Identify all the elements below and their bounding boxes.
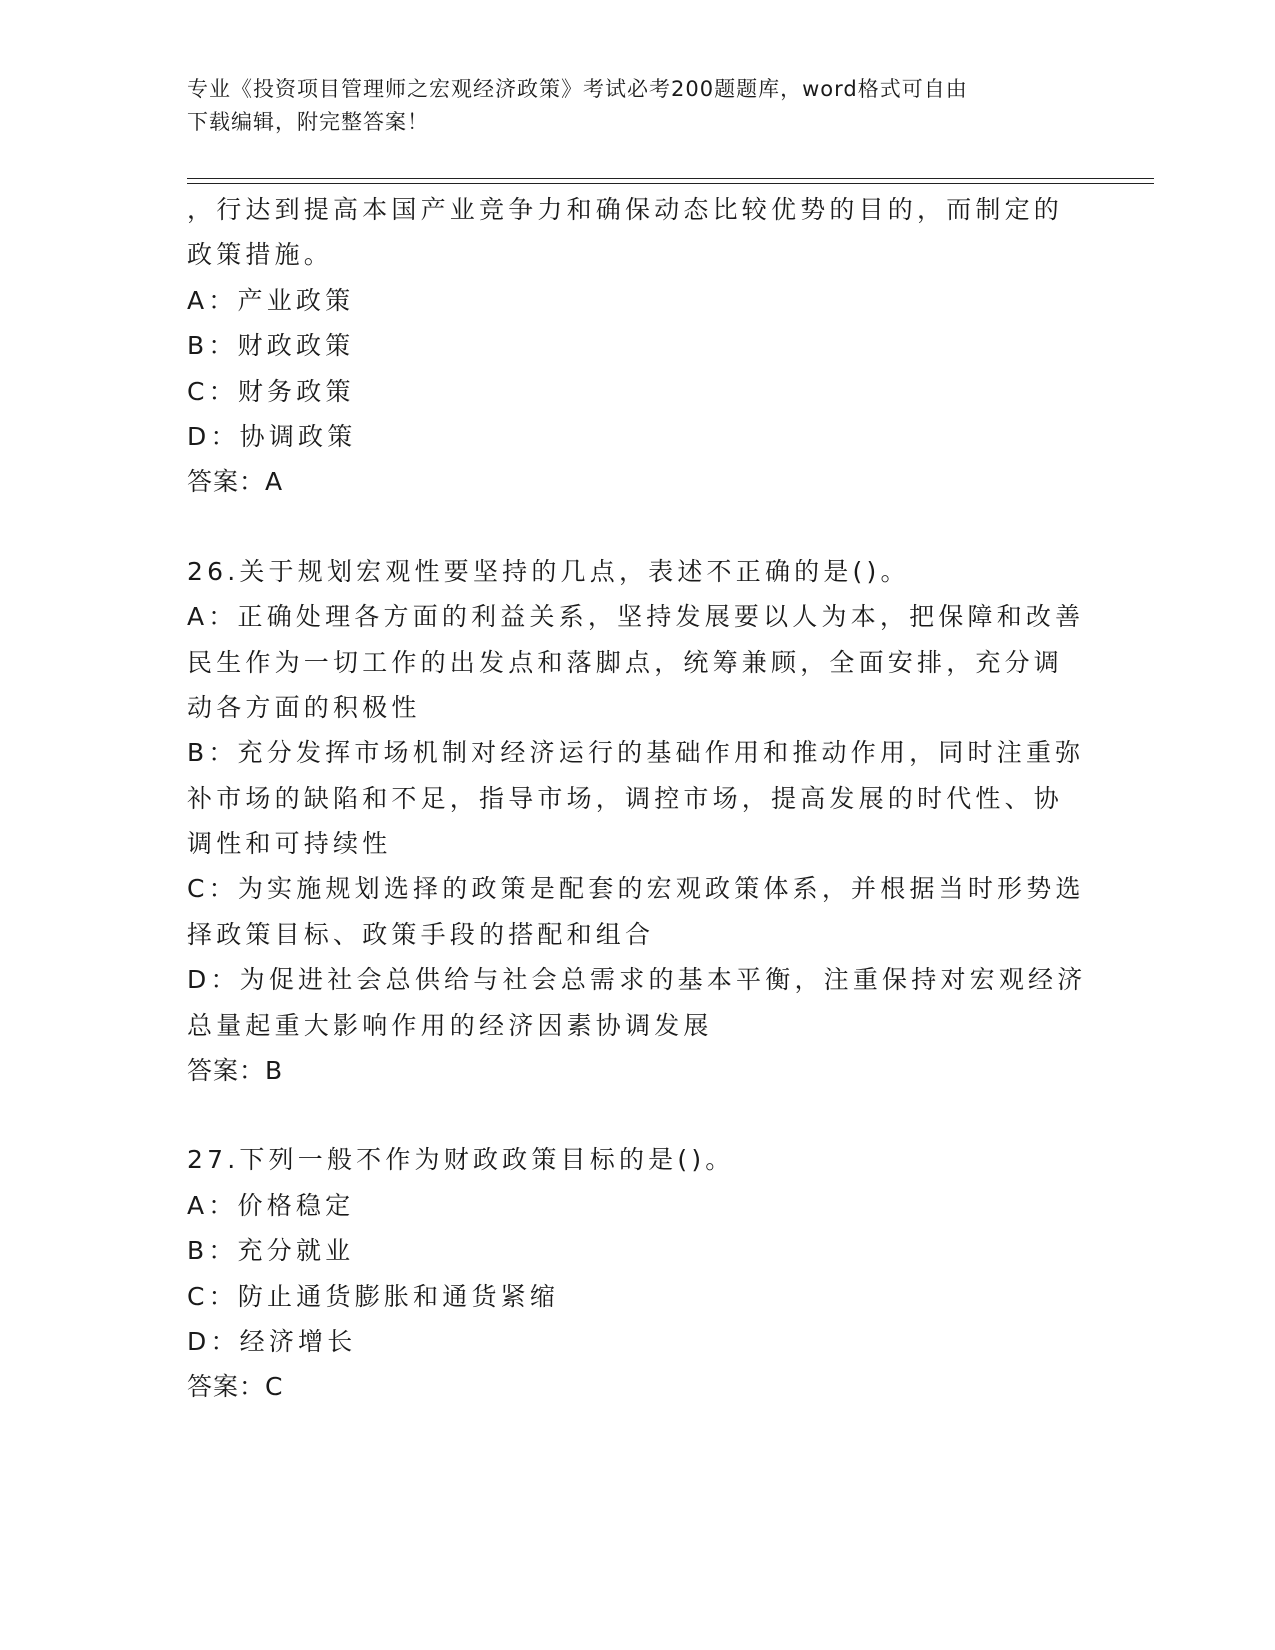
header-line-2: 下载编辑，附完整答案！ xyxy=(187,110,429,134)
option-a: A：价格稳定 xyxy=(187,1190,355,1220)
option-c: C：财务政策 xyxy=(187,376,355,406)
option-d: 总量起重大影响作用的经济因素协调发展 xyxy=(187,1010,713,1040)
answer: 答案：C xyxy=(187,1372,284,1402)
document-header xyxy=(187,73,1067,139)
header-line-1: 专业《投资项目管理师之宏观经济政策》考试必考200题题库，word格式可自由 xyxy=(187,77,968,101)
option-a: A：产业政策 xyxy=(187,285,355,315)
question-25 xyxy=(187,187,1087,505)
option-b: 调性和可持续性 xyxy=(187,829,392,859)
question-stem: 政策措施。 xyxy=(187,240,334,270)
answer: 答案：A xyxy=(187,467,284,497)
header-divider-top xyxy=(187,178,1154,179)
spacer xyxy=(187,1093,1087,1137)
option-a: 动各方面的积极性 xyxy=(187,692,421,722)
option-c: C：防止通货膨胀和通货紧缩 xyxy=(187,1281,560,1311)
question-27 xyxy=(187,1137,1087,1409)
option-b: 补市场的缺陷和不足，指导市场，调控市场，提高发展的时代性、协 xyxy=(187,783,1064,813)
answer: 答案：B xyxy=(187,1056,284,1086)
option-d: D：经济增长 xyxy=(187,1326,357,1356)
header-divider-bottom xyxy=(187,183,1154,184)
question-stem: 27.下列一般不作为财政政策目标的是()。 xyxy=(187,1145,735,1175)
question-stem: 26.关于规划宏观性要坚持的几点，表述不正确的是()。 xyxy=(187,556,910,586)
document-body xyxy=(187,187,1087,1410)
option-c: 择政策目标、政策手段的搭配和组合 xyxy=(187,919,655,949)
question-stem: ，行达到提高本国产业竞争力和确保动态比较优势的目的，而制定的 xyxy=(187,195,1064,224)
spacer xyxy=(187,505,1087,549)
option-b: B：财政政策 xyxy=(187,331,355,361)
option-b: B：充分发挥市场机制对经济运行的基础作用和推动作用，同时注重弥 xyxy=(187,738,1085,768)
option-a: A：正确处理各方面的利益关系，坚持发展要以人为本，把保障和改善 xyxy=(187,602,1085,632)
option-c: C：为实施规划选择的政策是配套的宏观政策体系，并根据当时形势选 xyxy=(187,874,1085,904)
option-d: D：协调政策 xyxy=(187,421,357,451)
option-a: 民生作为一切工作的出发点和落脚点，统筹兼顾，全面安排，充分调 xyxy=(187,647,1064,677)
option-b: B：充分就业 xyxy=(187,1236,355,1266)
option-d: D：为促进社会总供给与社会总需求的基本平衡，注重保持对宏观经济 xyxy=(187,965,1087,995)
question-26 xyxy=(187,549,1087,1094)
